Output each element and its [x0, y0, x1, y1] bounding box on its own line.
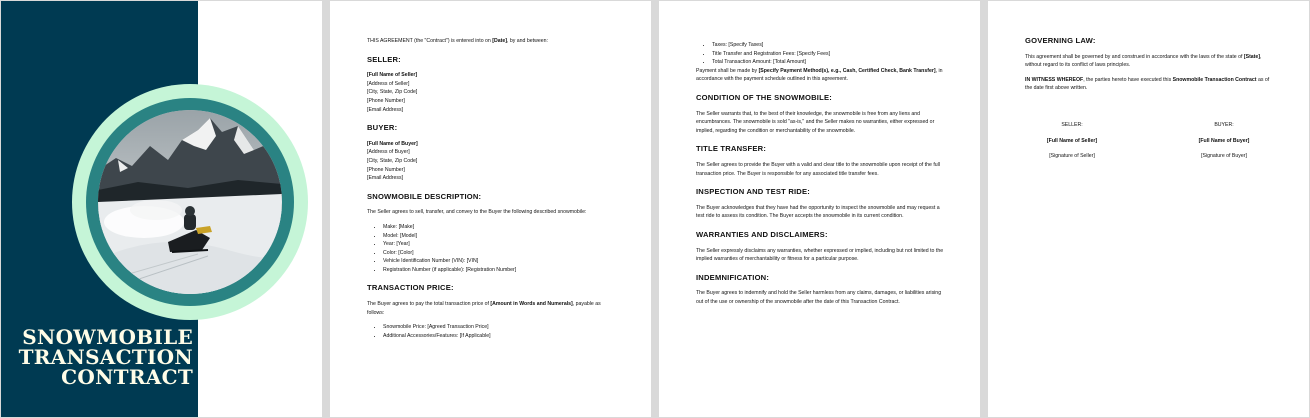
law-text-end: , without regard to its conflict of laws principles.: [1025, 53, 1262, 69]
inspection-text: The Buyer acknowledges that they have had the opportunity to inspect the snowmobile and may request a test ride to assess its condition. The Buyer accepts the snowmobile in its current condition.: [696, 204, 940, 220]
seller-signature-block: [1027, 121, 1117, 168]
list-item: • Snowmobile Price: [Agreed Transaction Price]: [383, 323, 617, 332]
title-transfer-heading: TITLE TRANSFER:: [696, 144, 767, 154]
contract-page-3[interactable]: [659, 1, 980, 417]
intro-text: THIS AGREEMENT (the "Contract") is entered into on: [367, 38, 493, 44]
snowmobile-photo: [98, 110, 282, 294]
cover-title-line-2: TRANSACTION: [18, 345, 193, 369]
witness-text-end: as of the date first above written.: [1025, 76, 1270, 92]
payment-text-end: , in accordance with the payment schedule outlined in this agreement.: [696, 67, 943, 83]
seller-city: [City, State, Zip Code]: [367, 89, 418, 96]
price-list: [367, 323, 617, 340]
buyer-heading: BUYER:: [367, 123, 398, 133]
buyer-block: [367, 140, 617, 183]
buyer-signature-name: [Full Name of Buyer]: [1198, 137, 1250, 144]
buyer-email: [Email Address]: [367, 175, 404, 182]
buyer-signature-label: BUYER:: [1214, 122, 1234, 128]
condition-heading: CONDITION OF THE SNOWMOBILE:: [696, 92, 832, 102]
price-heading: TRANSACTION PRICE:: [367, 283, 454, 293]
witness-contract-name: Snowmobile Transaction Contract: [1172, 76, 1257, 83]
intro-date: [Date]: [492, 38, 507, 44]
buyer-address: [Address of Buyer]: [367, 149, 410, 156]
warranties-text: The Seller expressly disclaims any warranties, whether expressed or implied, including but not limited to the implied warranties of merchantability or fitness for a particular purpose.: [696, 247, 944, 263]
witness-paragraph: [1025, 76, 1275, 93]
seller-signature-label: SELLER:: [1061, 122, 1083, 128]
seller-signature-name: [Full Name of Seller]: [1046, 137, 1098, 144]
inspection-heading: INSPECTION AND TEST RIDE:: [696, 187, 810, 197]
payment-method: [Specify Payment Method(s), e.g., Cash, Certified Check, Bank Transfer]: [758, 67, 936, 74]
buyer-signature-block: [1179, 121, 1269, 168]
buyer-signature-line[interactable]: [Signature of Buyer]: [1201, 153, 1247, 160]
law-state: [State]: [1243, 53, 1261, 60]
description-heading: SNOWMOBILE DESCRIPTION:: [367, 191, 482, 201]
law-text: This agreement shall be governed by and construed in accordance with the laws of the state of: [1025, 53, 1244, 60]
list-item: • Make: [Make]: [383, 223, 617, 232]
list-item: • Additional Accessories/Features: [If Applicable]: [383, 332, 617, 341]
buyer-name: [Full Name of Buyer]: [367, 140, 418, 147]
list-item: • Total Transaction Amount: [Total Amount]: [712, 58, 946, 67]
seller-email: [Email Address]: [367, 106, 404, 113]
intro-text-end: , by and between:: [506, 38, 548, 44]
list-item: • Year: [Year]: [383, 240, 617, 249]
seller-heading: SELLER:: [367, 54, 401, 64]
list-item: • Vehicle Identification Number (VIN): [VIN]: [383, 257, 617, 266]
price-text: [367, 300, 617, 317]
seller-address: [Address of Seller]: [367, 80, 410, 87]
buyer-city: [City, State, Zip Code]: [367, 157, 418, 164]
governing-law-text: [1025, 53, 1275, 70]
indemnification-text: The Buyer agrees to indemnify and hold the Seller harmless from any claims, damages, or liabilities arising out of the use or ownership of the snowmobile after the date of this Transaction Contract.: [696, 290, 942, 305]
payment-text: Payment shall be made by: [696, 67, 759, 74]
cover-title-line-3: CONTRACT: [61, 365, 193, 389]
warranties-heading: WARRANTIES AND DISCLAIMERS:: [696, 229, 828, 239]
price-text-start: The Buyer agrees to pay the total transaction price of: [367, 301, 491, 308]
price-text-end: , payable as follows:: [367, 301, 601, 316]
snowmobile-illustration: [98, 110, 282, 294]
buyer-phone: [Phone Number]: [367, 166, 405, 173]
list-item: • Title Transfer and Registration Fees: [Specify Fees]: [712, 50, 946, 59]
list-item: • Registration Number (if applicable): [Registration Number]: [383, 266, 617, 275]
page-4-content: [1025, 37, 1275, 99]
page-2-content: [367, 37, 617, 346]
list-item: • Model: [Model]: [383, 232, 617, 241]
seller-block: [367, 71, 617, 114]
cover-page[interactable]: [1, 1, 322, 417]
payment-paragraph: [696, 67, 946, 84]
seller-name: [Full Name of Seller]: [367, 72, 418, 79]
witness-lead: IN WITNESS WHEREOF: [1025, 76, 1084, 83]
price-list-continued: [696, 41, 946, 67]
seller-phone: [Phone Number]: [367, 97, 405, 104]
title-transfer-text: The Seller agrees to provide the Buyer with a valid and clear title to the snowmobile upon receipt of the full transaction price. The Buyer is responsible for any associated title transfer fees.: [696, 161, 940, 177]
cover-title: [11, 327, 193, 387]
witness-text: , the parties hereto have executed this: [1083, 76, 1173, 83]
governing-law-heading: GOVERNING LAW:: [1025, 36, 1096, 45]
indemnification-heading: INDEMNIFICATION:: [696, 272, 770, 282]
contract-page-4[interactable]: [988, 1, 1309, 417]
condition-text: The Seller warrants that, to the best of their knowledge, the snowmobile is free from any liens and encumbrances. The snowmobile is sold "as-is," and the Seller makes no warranties, either expressed or implied, regarding the condition or merchantability of the snowmobile.: [696, 110, 935, 134]
list-item: • Taxes: [Specify Taxes]: [712, 41, 946, 50]
intro-paragraph: [367, 37, 617, 46]
cover-title-line-1: SNOWMOBILE: [22, 325, 193, 349]
description-list: [367, 223, 617, 275]
page-3-content: [696, 41, 946, 312]
seller-signature-line[interactable]: [Signature of Seller]: [1049, 153, 1095, 160]
list-item: • Color: [Color]: [383, 249, 617, 258]
contract-page-2[interactable]: [330, 1, 651, 417]
description-text: The Seller agrees to sell, transfer, and convey to the Buyer the following described snowmobile:: [367, 209, 587, 216]
price-amount: [Amount in Words and Numerals]: [490, 301, 573, 308]
